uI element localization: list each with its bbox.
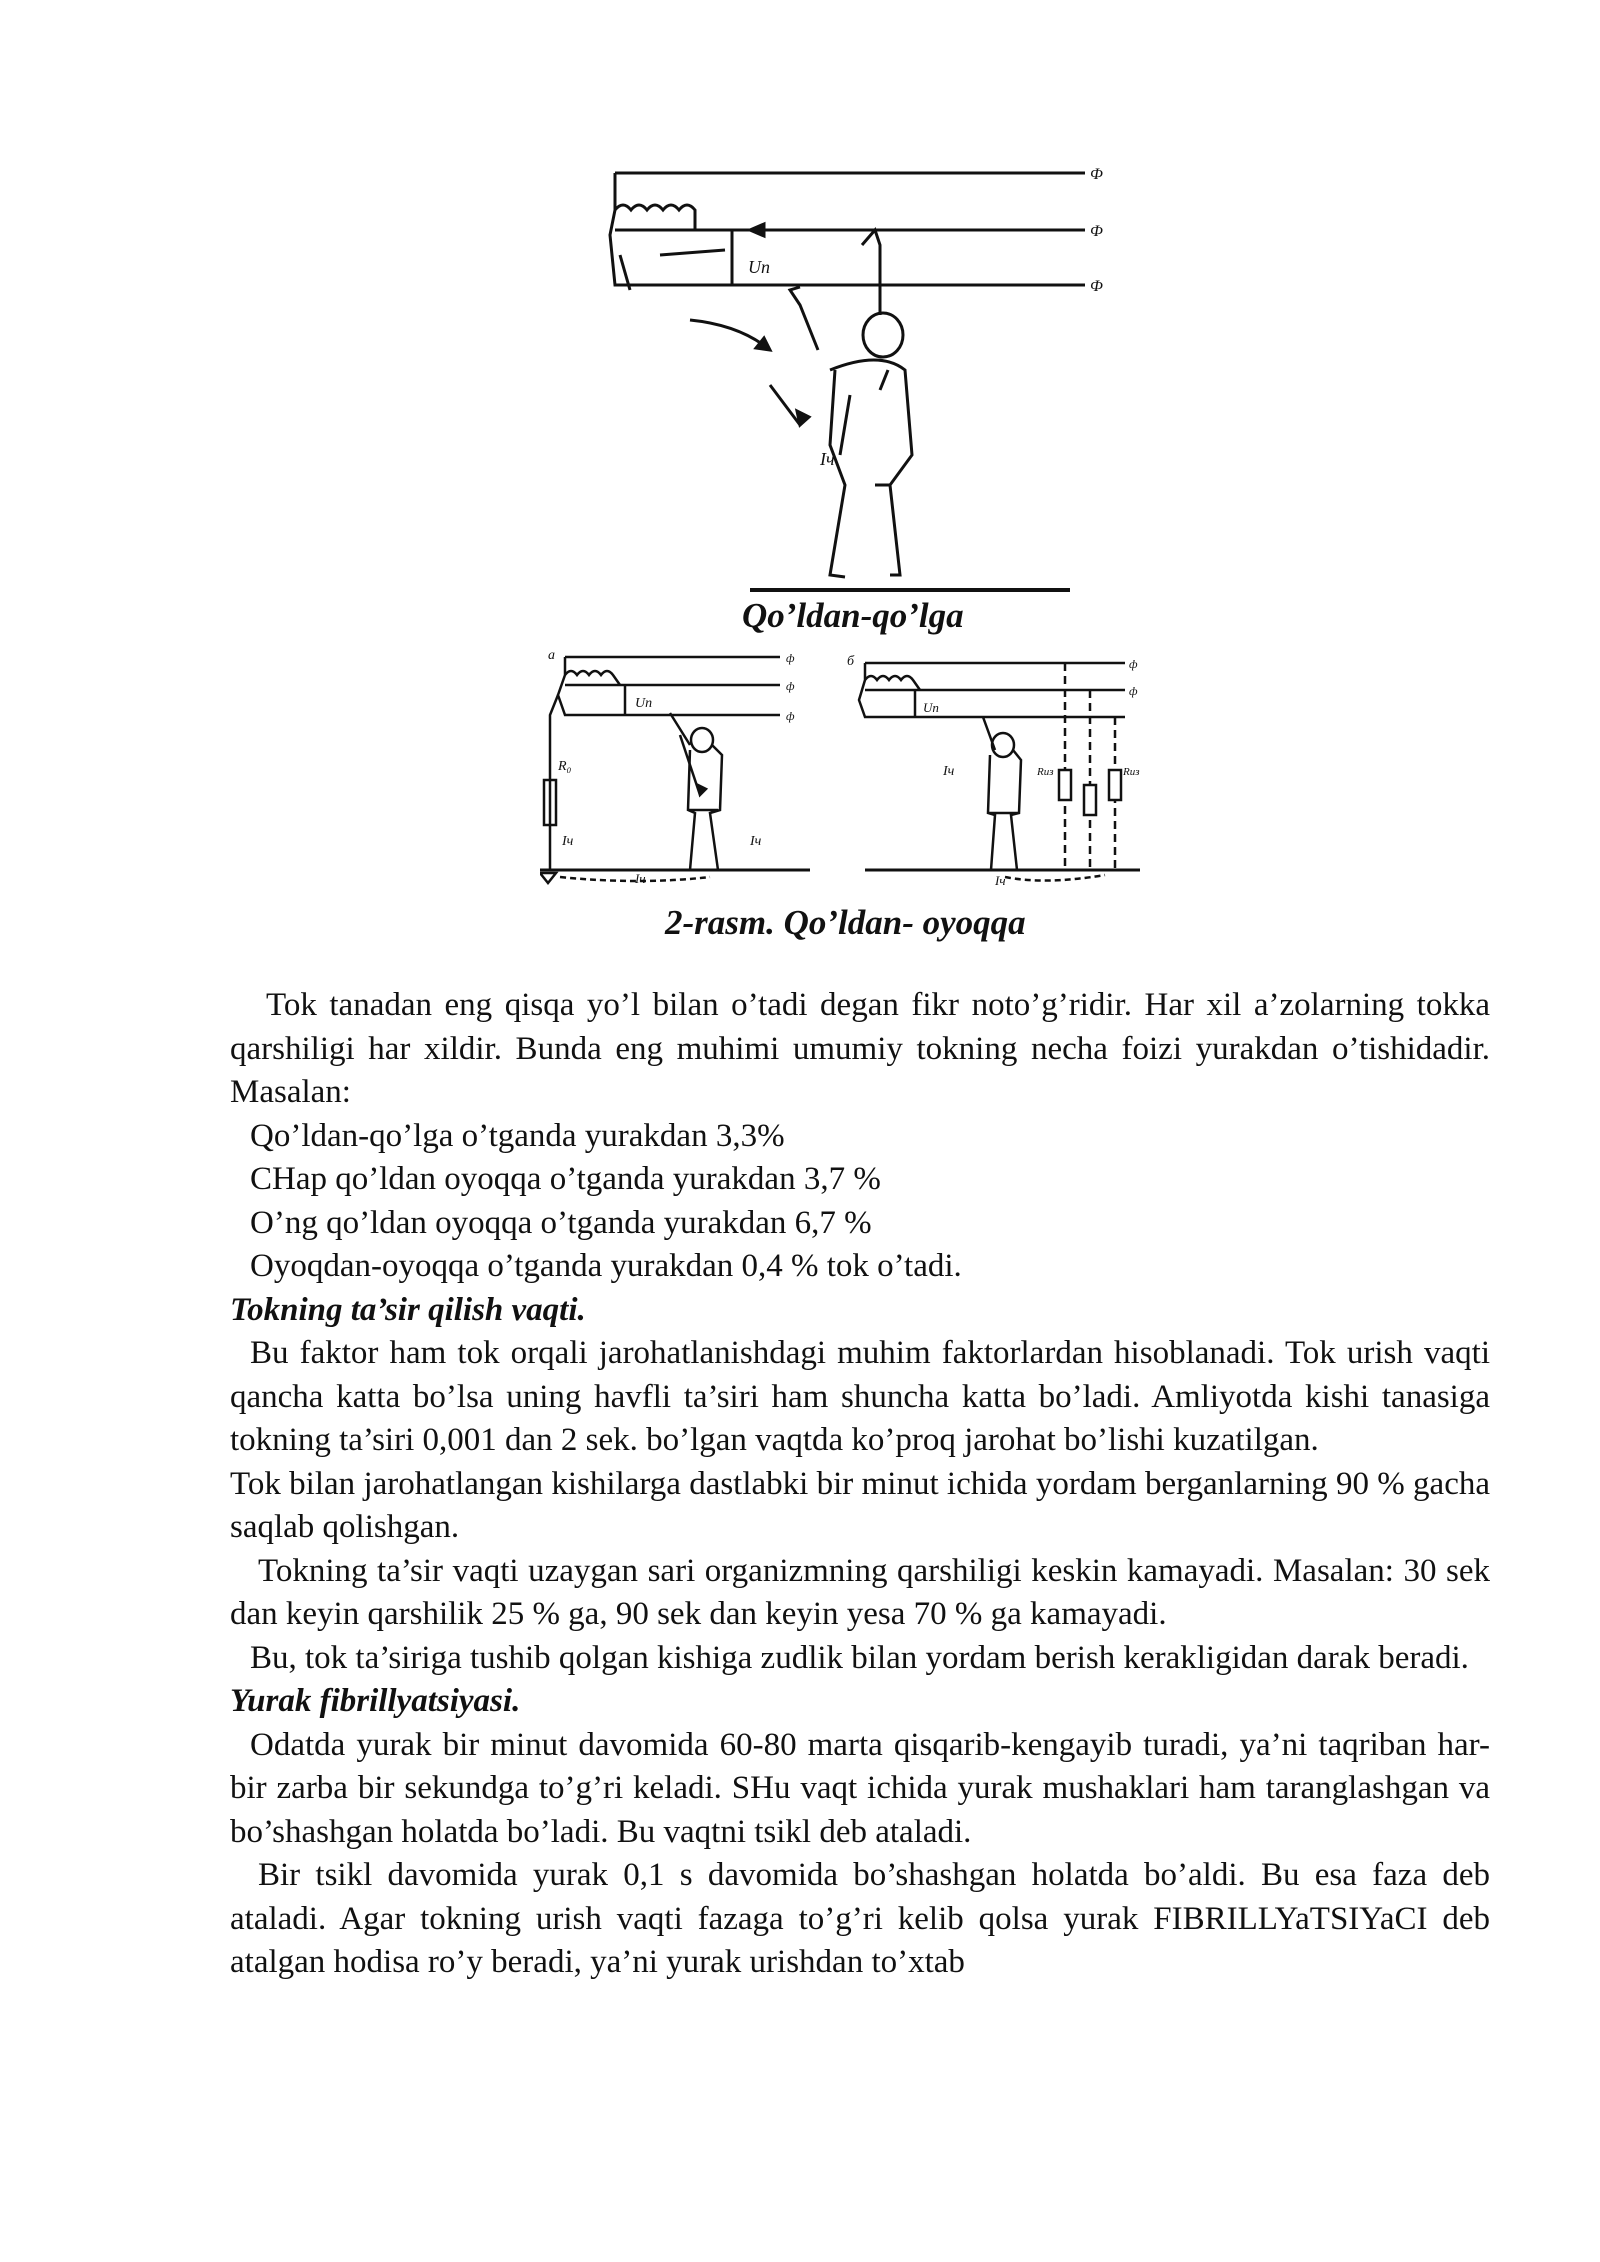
body-text [230,984,1490,1985]
paragraph-4: Tokning ta’sir vaqti uzaygan sari organizmning qarshiligi keskin kamayadi. Masalan: 30 sek dan keyin qarshilik 25 % ga, 90 sek dan keyin yesa 70 % ga kamayadi. [230,1552,1490,1632]
current-label-left-2: Iч [750,834,762,849]
svg-text:ф: ф [786,679,795,693]
figure-caption-bottom: 2-rasm. Qo’ldan- oyoqqa [665,903,1026,942]
insulation-label-2: Rиз [1123,766,1140,778]
person-figure [770,230,912,577]
insulation-label-1: Rиз [1037,766,1054,778]
voltage-label-left: Uп [635,696,653,711]
svg-text:ф: ф [786,651,795,665]
paragraph-5: Bu, tok ta’siriga tushib qolgan kishiga zudlik bilan yordam berish kerakligidan darak beradi. [250,1639,1469,1676]
figure-caption-top: Qo’ldan-qo’lga [742,596,964,635]
svg-text:ф: ф [786,709,795,723]
list-item: CHap qo’ldan oyoqqa o’tganda yurakdan 3,7 % [250,1161,881,1197]
paragraph-6: Odatda yurak bir minut davomida 60-80 marta qisqarib-kengayib turadi, ya’ni taqriban har-bir zarba bir sekundga to’g’ri keladi. SHu vaqt ichida yurak mushaklari ham taranglashgan va bo’shashgan holatda bo’ladi. Bu vaqtni tsikl deb ataladi. [230,1726,1490,1850]
list-item: Oyoqdan-oyoqqa o’tganda yurakdan 0,4 % tok o’tadi. [250,1248,962,1284]
current-label-left-3: Iч [635,871,646,885]
person-figure-right [983,717,1021,870]
current-label-left-1: Iч [562,834,574,849]
current-label-right-2: Iч [995,873,1006,885]
figure-hand-to-foot-right [845,645,1145,885]
voltage-label: Uп [748,257,770,277]
svg-text:ф: ф [1129,684,1138,698]
person-figure-left [670,713,722,870]
phase-label-1: Ф [1090,166,1103,183]
section-heading-1: Tokning ta’sir qilish vaqti. [230,1291,586,1328]
paragraph-3: Tok bilan jarohatlangan kishilarga dastlabki bir minut ichida yordam berganlarning 90 % gacha saqlab qolishgan. [230,1465,1490,1545]
list-item: O’ng qo’ldan oyoqqa o’tganda yurakdan 6,7 % [250,1204,872,1241]
section-heading-2: Yurak fibrillyatsiyasi. [230,1683,521,1719]
corner-label-right: б [847,654,855,669]
paragraph-7: Bir tsikl davomida yurak 0,1 s davomida bo’shashgan holatda bo’aldi. Bu esa faza deb ataladi. Agar tokning urish vaqti fazaga to’g’ri kelib qolsa yurak FIBRILLYaTSIYaCI deb atalgan hodisa ro’y beradi, ya’ni yurak urishdan to’xtab [230,1857,1490,1980]
figure-hand-to-foot-left [540,645,830,885]
svg-text:ф: ф [1129,657,1138,671]
corner-label-left: a [548,648,555,663]
voltage-label-right: Uп [923,700,939,715]
current-label: Iч [820,449,835,469]
resistor-label: R₀ [558,759,572,774]
paragraph-1: Tok tanadan eng qisqa yo’l bilan o’tadi degan fikr noto’g’ridir. Har xil a’zolarning tokka qarshiligi har xildir. Bunda eng muhimi umumiy tokning necha foizi yurakdan o’tishidadir. Masalan: [230,987,1490,1110]
list-item: Qo’ldan-qo’lga o’tganda yurakdan 3,3% [250,1117,785,1154]
phase-label-3: Ф [1090,278,1103,295]
insulation-resistances [1059,663,1121,870]
current-label-right-1: Iч [943,764,955,779]
figure-hand-to-hand [590,155,1110,595]
paragraph-2: Bu faktor ham tok orqali jarohatlanishdagi muhim faktorlardan hisoblanadi. Tok urish vaqti qancha katta bo’lsa uning havfli ta’siri ham shuncha katta bo’ladi. Amliyotda kishi tanasiga tokning ta’siri 0,001 dan 2 sek. bo’lgan vaqtda ko’proq jarohat bo’lishi kuzatilgan. [230,1335,1490,1458]
phase-label-2: Ф [1090,223,1103,240]
